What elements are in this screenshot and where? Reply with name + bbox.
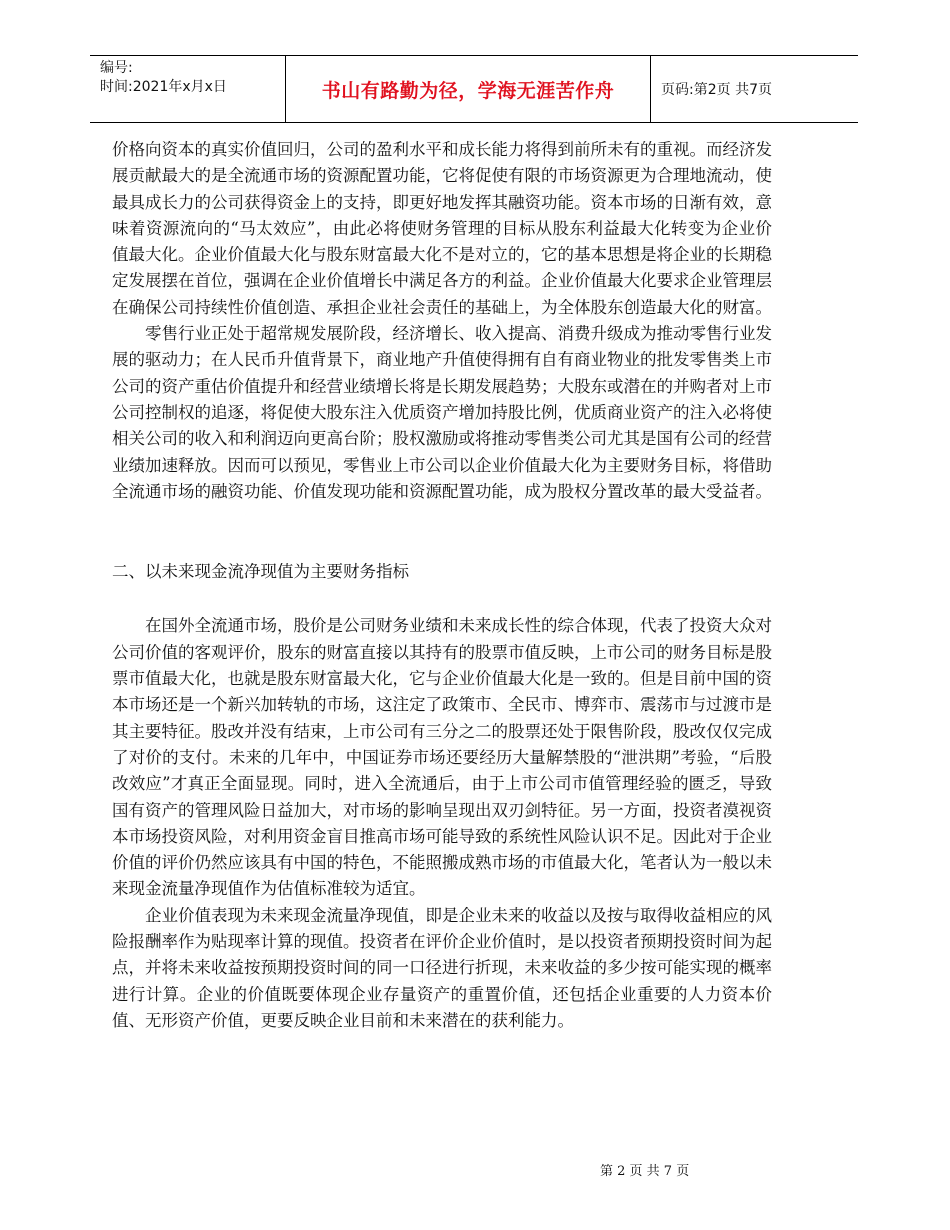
page-footer: 第 2 页 共 7 页: [600, 1164, 690, 1179]
paragraph: 企业价值表现为未来现金流量净现值，即是企业未来的收益以及按与取得收益相应的风险报酬率作为贴现率计算的现值。投资者在评价企业价值时，是以投资者预期投资时间为起点，并将未来收益按预期投资时间的同一口径进行折现，未来收益的多少按可能实现的概率进行计算。企业的价值既要体现企业存量资产的重置价值，还包括企业重要的人力资本价值、无形资产价值，更要反映企业目前和未来潜在的获利能力。: [112, 905, 772, 1030]
header-meta: [90, 56, 286, 122]
section-heading: 二、以未来现金流净现值为主要财务指标: [112, 562, 409, 582]
time-label: 时间:2021年x月x日: [100, 79, 227, 95]
paragraph: 价格向资本的真实价值回归，公司的盈利水平和成长能力将得到前所未有的重视。而经济发展贡献最大的是全流通市场的资源配置功能，它将促使有限的市场资源更为合理地流动，使最具成长力的公司获得资金上的支持，即更好地发挥其融资功能。资本市场的日渐有效，意味着资源流向的“马太效应”，由此必将使财务管理的目标从股东利益最大化转变为企业价值最大化。企业价值最大化与股东财富最大化不是对立的，它的基本思想是将企业的长期稳定发展摆在首位，强调在企业价值增长中满足各方的利益。企业价值最大化要求企业管理层在确保公司持续性价值创造、承担企业社会责任的基础上，为全体股东创造最大化的财富。: [112, 140, 772, 317]
header-motto: 书山有路勤为径，学海无涯苦作舟: [286, 56, 651, 122]
document-body: [112, 137, 772, 1034]
header-page-info: 页码:第2页 共7页: [661, 82, 772, 98]
paragraph: 零售行业正处于超常规发展阶段，经济增长、收入提高、消费升级成为推动零售行业发展的驱动力；在人民币升值背景下，商业地产升值使得拥有自有商业物业的批发零售类上市公司的资产重估价值提升和经营业绩增长将是长期发展趋势；大股东或潜在的并购者对上市公司控制权的追逐，将促使大股东注入优质资产增加持股比例，优质商业资产的注入必将使相关公司的收入和利润迈向更高台阶；股权激励或将推动零售类公司尤其是国有公司的经营业绩加速释放。因而可以预见，零售业上市公司以企业价值最大化为主要财务目标，将借助全流通市场的融资功能、价值发现功能和资源配置功能，成为股权分置改革的最大受益者。: [112, 324, 772, 501]
paragraph: 在国外全流通市场，股价是公司财务业绩和未来成长性的综合体现，代表了投资大众对公司价值的客观评价，股东的财富直接以其持有的股票市值反映，上市公司的财务目标是股票市值最大化，也就是股东财富最大化，它与企业价值最大化是一致的。但是目前中国的资本市场还是一个新兴加转轨的市场，这注定了政策市、全民市、博弈市、震荡市与过渡市是其主要特征。股改并没有结束，上市公司有三分之二的股票还处于限售阶段，股改仅仅完成了对价的支付。未来的几年中，中国证券市场还要经历大量解禁股的“泄洪期”考验，“后股改效应”才真正全面显现。同时，进入全流通后，由于上市公司市值管理经验的匮乏，导致国有资产的管理风险日益加大，对市场的影响呈现出双刃剑特征。另一方面，投资者漠视资本市场投资风险，对利用资金盲目推高市场可能导致的系统性风险认识不足。因此对于企业价值的评价仍然应该具有中国的特色，不能照搬成熟市场的市值最大化，笔者认为一般以未来现金流量净现值作为估值标准较为适宜。: [112, 616, 772, 899]
page-header: [90, 55, 858, 123]
number-label: 编号:: [100, 60, 133, 76]
